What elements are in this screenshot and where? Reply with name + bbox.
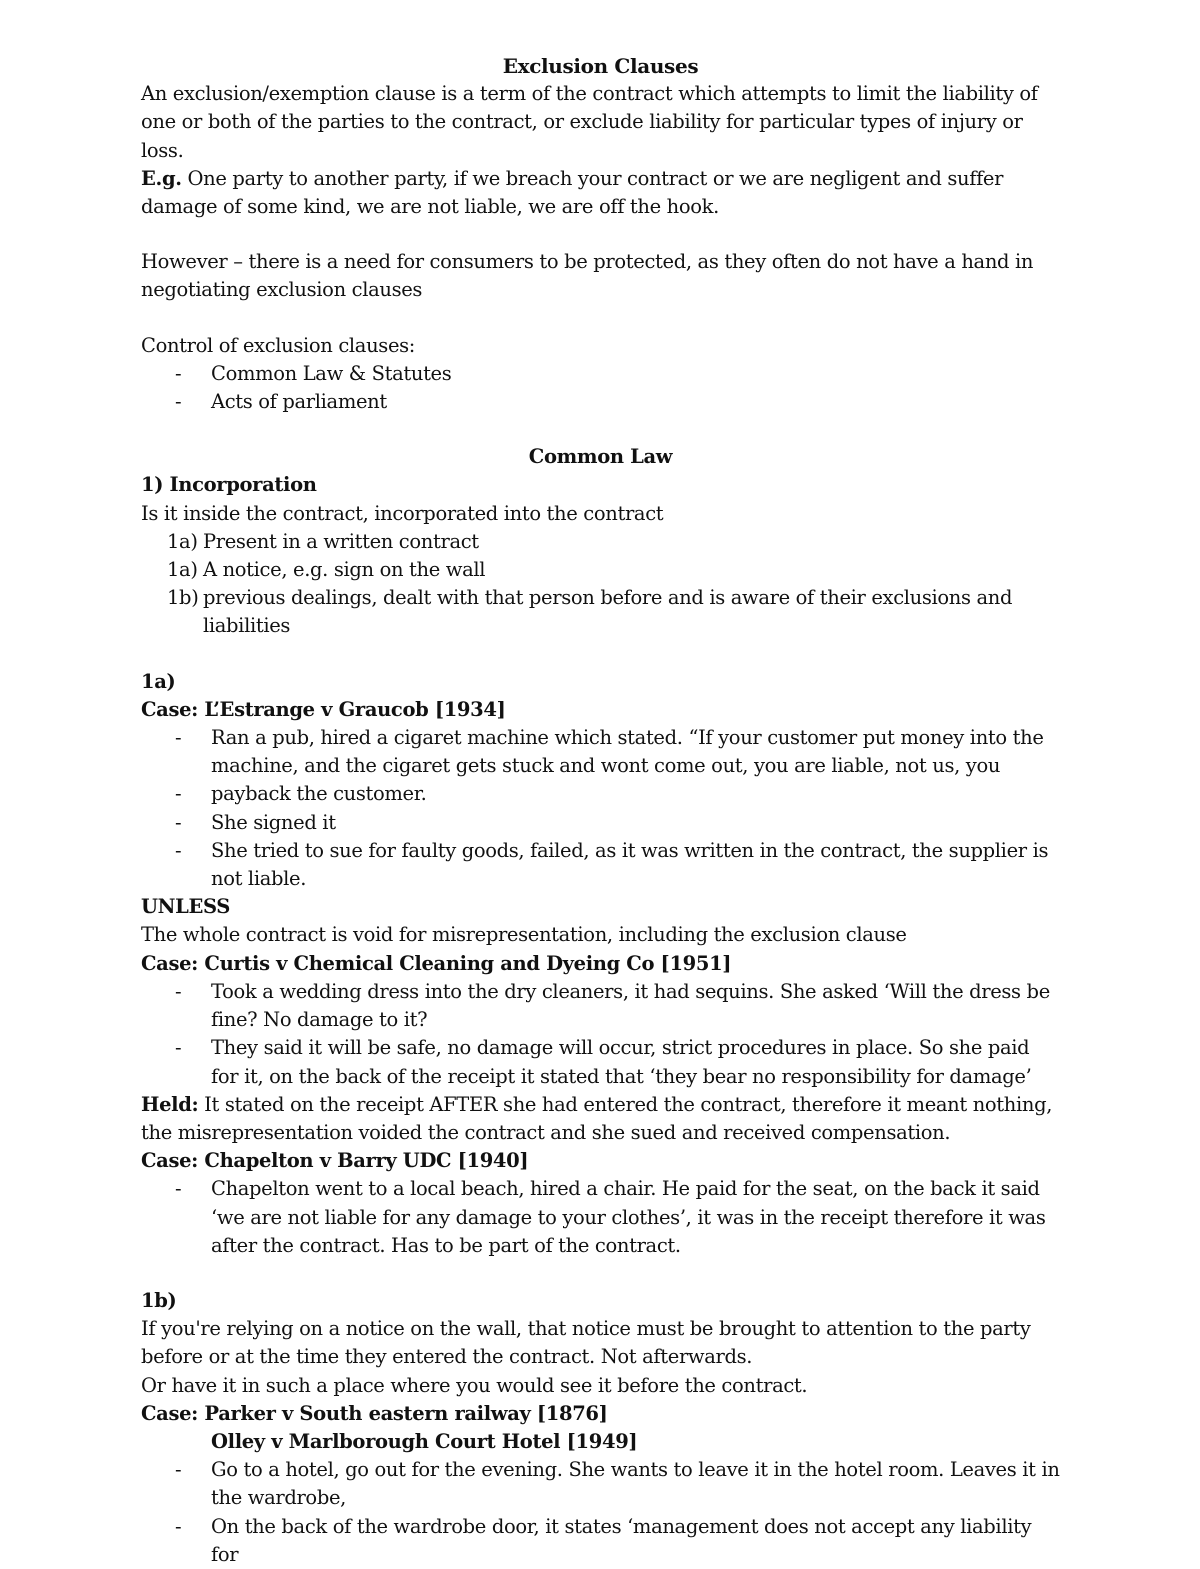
example-text: One party to another party, if we breach your contract or we are negligent and suffer damage of some kind, we are not liable, we are off the hook. <box>141 166 1004 219</box>
list-item: - On the back of the wardrobe door, it states ‘management does not accept any liability for <box>175 1514 1032 1566</box>
example-label: E.g. <box>141 166 182 190</box>
case-lestrange-points <box>141 724 1060 893</box>
section-1a-label: 1a) <box>141 669 176 693</box>
held-paragraph <box>141 1091 1060 1147</box>
case-lestrange: Case: L’Estrange v Graucob [1934] <box>141 697 506 721</box>
held-text: It stated on the receipt AFTER she had entered the contract, therefore it meant nothing, the misrepresentation voided the contract and she sued and received compensation. <box>141 1092 1053 1144</box>
list-item: - payback the customer. <box>175 782 427 806</box>
list-item: 1a) A notice, e.g. sign on the wall <box>167 558 486 582</box>
unless-text: The whole contract is void for misrepresentation, including the exclusion clause <box>141 923 907 947</box>
case-olley: Olley v Marlborough Court Hotel [1949] <box>211 1429 638 1453</box>
example-paragraph <box>141 165 1060 221</box>
list-item: 1b) previous dealings, dealt with that person before and is aware of their exclusions and liabilities <box>167 586 1013 638</box>
list-item: - She signed it <box>175 810 336 834</box>
control-list <box>141 360 1060 416</box>
case-chapelton: Case: Chapelton v Barry UDC [1940] <box>141 1149 529 1173</box>
section-1b-text-2: Or have it in such a place where you would see it before the contract. <box>141 1373 808 1397</box>
section-1b-label: 1b) <box>141 1288 177 1312</box>
unless-heading: UNLESS <box>141 895 231 919</box>
held-label: Held: <box>141 1092 199 1116</box>
case-curtis: Case: Curtis v Chemical Cleaning and Dyeing Co [1951] <box>141 951 732 975</box>
case-parker: Case: Parker v South eastern railway [1876] <box>141 1401 608 1425</box>
case-curtis-points <box>141 978 1060 1091</box>
control-heading: Control of exclusion clauses: <box>141 333 416 357</box>
incorporation-sub-list <box>141 528 1060 641</box>
list-item: - They said it will be safe, no damage will occur, strict procedures in place. So she paid for it, on the back of the receipt it stated that ‘they bear no responsibility for damage’ <box>175 1036 1032 1088</box>
section-1b-text: If you're relying on a notice on the wall, that notice must be brought to attention to the party before or at the time they entered the contract. Not afterwards. <box>141 1317 1031 1369</box>
list-item: - Took a wedding dress into the dry cleaners, it had sequins. She asked ‘Will the dress be fine? No damage to it? <box>175 979 1050 1032</box>
list-item: - Common Law & Statutes <box>175 361 452 385</box>
incorporation-text: Is it inside the contract, incorporated into the contract <box>141 501 664 525</box>
list-item: - Chapelton went to a local beach, hired a chair. He paid for the seat, on the back it said ‘we are not liable for any damage to your clothes’, it was in the receipt therefore it was after the contract. Has to be part of the contract. <box>175 1177 1046 1257</box>
list-item: - Ran a pub, hired a cigaret machine which stated. “If your customer put money into the machine, and the cigaret gets stuck and wont come out, you are liable, not us, you <box>175 726 1044 778</box>
doc-title: Exclusion Clauses <box>502 54 699 78</box>
case-chapelton-points <box>141 1175 1060 1260</box>
list-item: 1a) Present in a written contract <box>167 529 479 553</box>
incorporation-heading: 1) Incorporation <box>141 473 317 497</box>
intro-paragraph: An exclusion/exemption clause is a term of the contract which attempts to limit the liability of one or both of the parties to the contract, or exclude liability for particular types of injury or loss. <box>141 82 1038 162</box>
list-item: - Go to a hotel, go out for the evening. She wants to leave it in the hotel room. Leaves it in the wardrobe, <box>175 1458 1060 1510</box>
list-item: - She tried to sue for faulty goods, failed, as it was written in the contract, the supplier is not liable. <box>175 838 1049 891</box>
common-law-heading: Common Law <box>528 445 673 469</box>
however-paragraph: However – there is a need for consumers to be protected, as they often do not have a hand in negotiating exclusion clauses <box>141 250 1034 302</box>
case-olley-points <box>141 1456 1060 1569</box>
list-item: - Acts of parliament <box>175 390 387 414</box>
